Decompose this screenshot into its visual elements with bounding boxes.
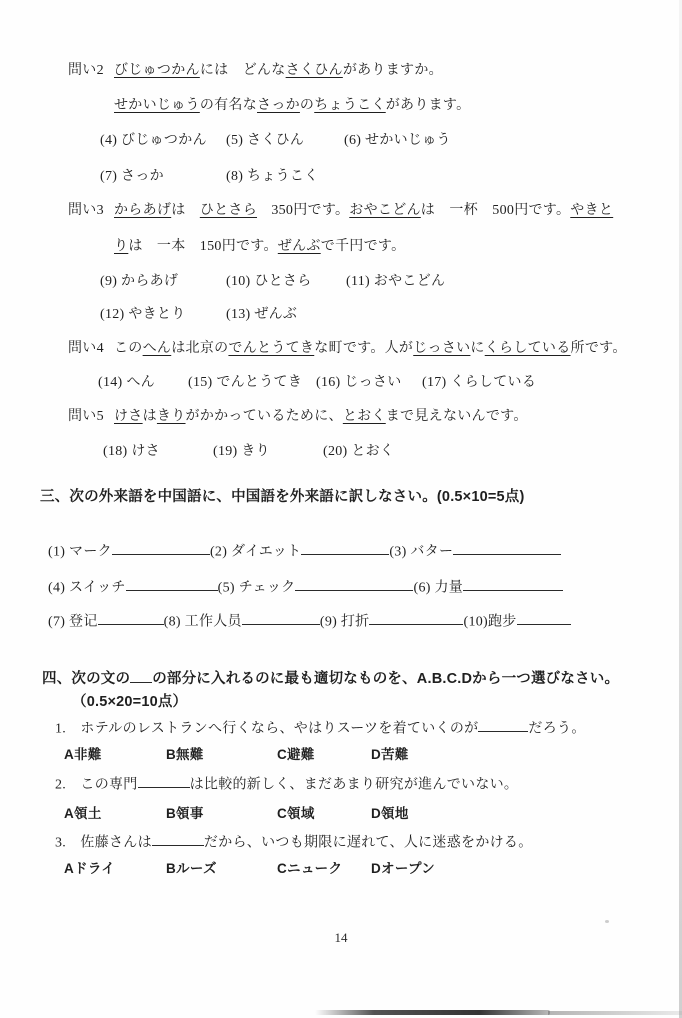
text-segment: (14) へん [98, 375, 155, 390]
question-label: 問い3 [68, 203, 104, 218]
text-segment: B領事 [166, 806, 204, 821]
text-segment: (2) ダイエット [209, 544, 302, 560]
text-segment: C避難 [277, 747, 315, 762]
text-segment: からあげ [114, 203, 172, 218]
blank-underline [478, 718, 528, 732]
q1-options-row [64, 746, 409, 764]
text-segment: Bルーズ [166, 861, 217, 876]
text-segment: は北京の [171, 341, 229, 356]
text-segment: B無難 [166, 747, 204, 762]
text-segment: A領土 [64, 806, 102, 821]
text-segment: D領地 [371, 806, 409, 821]
text-segment: (10)跑步 [463, 614, 517, 630]
toi5-options-row [103, 443, 394, 461]
toi2-answer-line [114, 97, 470, 115]
toi4-question-line [68, 340, 627, 358]
section3-heading [40, 488, 525, 506]
text-segment: D苦難 [371, 747, 409, 762]
text-segment: だから、いつも期限に遅れて、人に迷惑をかける。 [203, 835, 533, 851]
text-segment: けさ [114, 409, 143, 424]
blank-underline [126, 577, 218, 591]
q3-stem [55, 832, 533, 852]
text-segment: の [299, 98, 315, 113]
blank-underline [463, 577, 563, 591]
text-segment: おやこどん [349, 203, 421, 218]
q3-options-row [64, 860, 435, 878]
text-segment: (1) マーク [48, 544, 112, 560]
text-segment: (12) やきとり [100, 307, 186, 322]
text-segment: (3) バター [389, 544, 454, 560]
text-segment: (9) からあげ [100, 274, 179, 289]
page-number: 14 [334, 930, 348, 945]
text-segment: の部分に入れるのに最も適切なものを、A.B.C.Dから一つ選びなさい。 [152, 670, 620, 687]
scan-artifact-streak-faint [548, 1011, 682, 1015]
text-segment: 所です。 [570, 341, 627, 356]
q2-options-row [64, 805, 409, 823]
text-segment: この [114, 341, 143, 356]
text-segment: (5) チェック [217, 580, 296, 596]
text-segment: Cニューク [277, 861, 343, 876]
text-segment: (19) きり [213, 444, 270, 459]
text-segment: (4) びじゅつかん [100, 133, 207, 148]
section3-row3 [48, 611, 571, 631]
text-segment: な町です。人が [314, 341, 414, 356]
text-segment: 350円です。 [257, 203, 350, 218]
toi3-options-row2 [100, 306, 297, 324]
toi2-options-row1 [100, 132, 451, 150]
text-segment: は 一本 150円です。 [128, 239, 278, 254]
question-label: 問い2 [68, 63, 104, 78]
toi4-options-row [98, 374, 536, 392]
section4-points-note [72, 693, 187, 711]
text-segment: (18) けさ [103, 444, 160, 459]
text-segment: だろう。 [528, 721, 586, 737]
section3-row1 [48, 541, 561, 561]
text-segment: ぜんぶ [277, 239, 321, 254]
text-segment: やきと [570, 203, 614, 218]
text-segment: さくひん [285, 63, 343, 78]
blank-underline [242, 611, 320, 625]
blank-underline [295, 577, 413, 591]
text-segment: (11) おやこどん [346, 274, 446, 289]
question-label: 問い4 [68, 341, 104, 356]
text-segment: Aドライ [64, 861, 116, 876]
text-segment: でんとうてき [228, 341, 315, 356]
text-segment: 3. 佐藤さんは [55, 835, 152, 851]
section4-heading [42, 668, 619, 688]
scan-artifact-streak [315, 1010, 550, 1015]
text-segment: は 一杯 500円です。 [420, 203, 571, 218]
text-segment: (10) ひとさら [226, 274, 312, 289]
text-segment: (16) じっさい [316, 375, 402, 390]
text-segment: (6) 力量 [413, 580, 464, 596]
section-title: 四、次の文の [42, 670, 131, 687]
text-segment: (17) くらしている [422, 375, 537, 390]
blank-underline [152, 832, 204, 846]
blank-underline [517, 611, 571, 625]
blank-underline [138, 774, 190, 788]
text-segment: があります。 [385, 98, 471, 113]
text-segment: ちょうこく [314, 98, 386, 113]
blank-underline [112, 541, 210, 555]
toi5-question-line [68, 408, 528, 426]
blank-underline [301, 541, 389, 555]
text-segment: C領域 [277, 806, 315, 821]
text-segment: は [171, 203, 200, 218]
text-segment: は比較的新しく、まだあまり研究が進んでいない。 [189, 777, 519, 793]
section3-row2 [48, 577, 563, 597]
text-segment: り [114, 239, 129, 254]
text-segment: の有名な [199, 98, 258, 113]
text-segment: ひとさら [199, 203, 258, 218]
text-segment: (4) スイッチ [48, 580, 126, 596]
toi2-options-row2 [100, 168, 319, 186]
text-segment: とおく [342, 409, 386, 424]
blank-underline [369, 611, 463, 625]
toi3-options-row1 [100, 273, 445, 291]
text-segment: 1. ホテルのレストランへ行くなら、やはりスーツを着ていくのが [55, 721, 479, 737]
toi3-question-line2 [114, 238, 405, 256]
q2-stem [55, 774, 518, 794]
text-segment: (7) さっか [100, 169, 164, 184]
text-segment: (15) でんとうてき [188, 375, 303, 390]
text-segment: (6) せかいじゅう [344, 133, 451, 148]
text-segment: がありますか。 [342, 63, 443, 78]
text-segment: びじゅつかん [114, 63, 200, 78]
section-title: 三、次の外来語を中国語に、中国語を外来語に訳しなさい。(0.5×10=5点) [40, 489, 525, 505]
toi3-question-line1 [68, 202, 613, 220]
text-segment: きり [156, 409, 186, 424]
text-segment: (8) ちょうこく [226, 169, 319, 184]
text-segment: くらしている [484, 341, 571, 356]
text-segment: がかかっているために、 [185, 409, 343, 424]
text-segment: へん [142, 341, 172, 356]
toi2-question-line [68, 62, 443, 80]
text-segment: Dオープン [371, 861, 436, 876]
text-segment: は [142, 409, 157, 424]
text-segment: (9) 打折 [319, 614, 370, 630]
text-segment: に [470, 341, 485, 356]
blank-underline [453, 541, 561, 555]
text-segment: (5) さくひん [226, 133, 305, 148]
text-segment: (20) とおく [323, 444, 395, 459]
text-segment: さっか [257, 98, 300, 113]
blank-underline [98, 611, 164, 625]
text-segment: (7) 登记 [48, 614, 98, 630]
text-segment: (13) ぜんぶ [226, 307, 298, 322]
points-note: （0.5×20=10点） [72, 694, 188, 710]
question-label: 問い5 [68, 409, 104, 424]
text-segment: には どんな [199, 63, 286, 78]
scan-artifact-dot [605, 920, 609, 923]
text-segment: (8) 工作人员 [163, 614, 242, 630]
text-segment: で千円です。 [320, 239, 406, 254]
q1-stem [55, 718, 586, 738]
text-segment: せかいじゅう [114, 98, 200, 113]
text-segment: まで見えないんです。 [385, 409, 528, 424]
text-segment: A非難 [64, 747, 102, 762]
text-segment: じっさい [413, 341, 471, 356]
blank-underline [130, 668, 152, 683]
text-segment: 2. この専門 [55, 777, 138, 793]
